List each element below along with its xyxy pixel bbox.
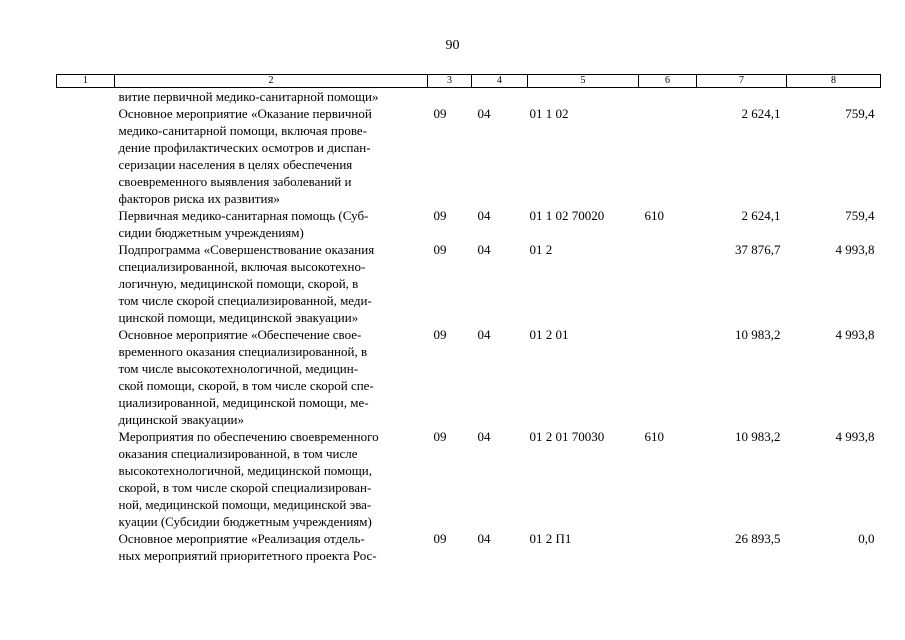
table-header xyxy=(57,75,881,88)
row-name-line: Первичная медико-санитарная помощь (Суб- xyxy=(118,208,369,223)
column-header-4: 4 xyxy=(472,75,528,88)
row-section: 09 xyxy=(433,106,447,121)
row-expense-type xyxy=(639,88,697,106)
row-name-line: дицинской эвакуации» xyxy=(118,412,244,427)
row-expense-type xyxy=(639,326,697,428)
row-name-line: оказания специализированной, в том числе xyxy=(118,446,358,461)
row-target-code: 01 2 xyxy=(529,242,553,257)
row-expense-type: 610 xyxy=(644,208,664,223)
row-name xyxy=(115,241,428,326)
row-expense-type xyxy=(639,105,697,207)
row-expense-type: 610 xyxy=(644,429,664,444)
row-section: 09 xyxy=(433,242,447,257)
row-name-line: Мероприятия по обеспечению своевременного xyxy=(118,429,379,444)
row-name xyxy=(115,326,428,428)
row-name-line: цинской помощи, медицинской эвакуации» xyxy=(118,310,359,325)
row-amount-col7: 10 983,2 xyxy=(735,429,781,444)
column-header-2: 2 xyxy=(115,75,428,88)
row-amount-col7: 2 624,1 xyxy=(741,208,781,223)
row-amount-col8: 4 993,8 xyxy=(835,327,875,342)
row-name xyxy=(115,428,428,530)
row-target-code: 01 1 02 xyxy=(529,106,569,121)
row-cell-1 xyxy=(57,428,115,530)
table-row xyxy=(57,326,881,428)
row-name xyxy=(115,105,428,207)
row-subsection: 04 xyxy=(477,242,491,257)
row-amount-col7: 37 876,7 xyxy=(735,242,781,257)
row-name xyxy=(115,207,428,241)
row-subsection: 04 xyxy=(477,208,491,223)
row-name-line: логичную, медицинской помощи, скорой, в xyxy=(118,276,359,291)
row-name-line: временного оказания специализированной, в xyxy=(118,344,368,359)
row-subsection: 04 xyxy=(477,327,491,342)
row-name-line: своевременного выявления заболеваний и xyxy=(118,174,352,189)
table-row xyxy=(57,428,881,530)
page-number: 90 xyxy=(445,38,460,53)
row-subsection: 04 xyxy=(477,106,491,121)
row-cell-1 xyxy=(57,88,115,106)
row-section: 09 xyxy=(433,531,447,546)
row-name xyxy=(115,530,428,564)
row-name-line: Основное мероприятие «Оказание первичной xyxy=(118,106,372,121)
row-name-line: том числе высокотехнологичной, медицин- xyxy=(118,361,359,376)
row-target-code: 01 2 01 70030 xyxy=(529,429,605,444)
budget-table xyxy=(56,74,881,564)
column-header-3: 3 xyxy=(428,75,472,88)
row-name-line: высокотехнологичной, медицинской помощи, xyxy=(118,463,372,478)
table-row xyxy=(57,241,881,326)
row-subsection: 04 xyxy=(477,531,491,546)
row-name-line: факторов риска их развития» xyxy=(118,191,280,206)
row-subsection xyxy=(472,88,528,106)
row-name-line: Подпрограмма «Совершенствование оказания xyxy=(118,242,375,257)
row-expense-type xyxy=(639,530,697,564)
column-header-1: 1 xyxy=(57,75,115,88)
column-header-7: 7 xyxy=(697,75,787,88)
row-amount-col8: 759,4 xyxy=(845,208,875,223)
row-name-line: серизации населения в целях обеспечения xyxy=(118,157,353,172)
table-body xyxy=(57,88,881,565)
row-cell-1 xyxy=(57,326,115,428)
row-name-line: Основное мероприятие «Реализация отдель- xyxy=(118,531,365,546)
row-cell-1 xyxy=(57,530,115,564)
row-section xyxy=(428,88,472,106)
row-name-line: сидии бюджетным учреждениям) xyxy=(118,225,304,240)
row-amount-col7 xyxy=(697,88,787,106)
row-target-code xyxy=(528,88,639,106)
table-row xyxy=(57,105,881,207)
row-name-line: ных мероприятий приоритетного проекта Рос- xyxy=(118,548,377,563)
row-target-code: 01 2 П1 xyxy=(529,531,572,546)
row-target-code: 01 1 02 70020 xyxy=(529,208,605,223)
row-target-code: 01 2 01 xyxy=(529,327,569,342)
row-name-line: циализированной, медицинской помощи, ме- xyxy=(118,395,369,410)
row-name-line: специализированной, включая высокотехно- xyxy=(118,259,366,274)
row-section: 09 xyxy=(433,429,447,444)
row-cell-1 xyxy=(57,105,115,207)
row-name xyxy=(115,88,428,106)
row-name-line: куации (Субсидии бюджетным учреждениям) xyxy=(118,514,372,529)
row-cell-1 xyxy=(57,241,115,326)
row-section: 09 xyxy=(433,327,447,342)
row-amount-col7: 2 624,1 xyxy=(741,106,781,121)
row-amount-col8: 0,0 xyxy=(858,531,875,546)
row-amount-col7: 26 893,5 xyxy=(735,531,781,546)
row-name-line: том числе скорой специализированной, меди- xyxy=(118,293,372,308)
row-name-line: скорой, в том числе скорой специализирован- xyxy=(118,480,372,495)
row-name-line: медико-санитарной помощи, включая прове- xyxy=(118,123,367,138)
row-amount-col8: 4 993,8 xyxy=(835,429,875,444)
row-name-line: витие первичной медико-санитарной помощи» xyxy=(118,89,379,104)
row-subsection: 04 xyxy=(477,429,491,444)
row-expense-type xyxy=(639,241,697,326)
column-header-5: 5 xyxy=(528,75,639,88)
table-row xyxy=(57,207,881,241)
table-row xyxy=(57,88,881,106)
row-name-line: ской помощи, скорой, в том числе скорой спе- xyxy=(118,378,374,393)
row-cell-1 xyxy=(57,207,115,241)
column-header-6: 6 xyxy=(639,75,697,88)
table-row xyxy=(57,530,881,564)
row-amount-col7: 10 983,2 xyxy=(735,327,781,342)
row-amount-col8: 759,4 xyxy=(845,106,875,121)
row-amount-col8 xyxy=(787,88,881,106)
row-section: 09 xyxy=(433,208,447,223)
row-name-line: дение профилактических осмотров и диспан- xyxy=(118,140,371,155)
row-name-line: Основное мероприятие «Обеспечение свое- xyxy=(118,327,362,342)
row-amount-col8: 4 993,8 xyxy=(835,242,875,257)
column-header-8: 8 xyxy=(787,75,881,88)
row-name-line: ной, медицинской помощи, медицинской эва- xyxy=(118,497,372,512)
